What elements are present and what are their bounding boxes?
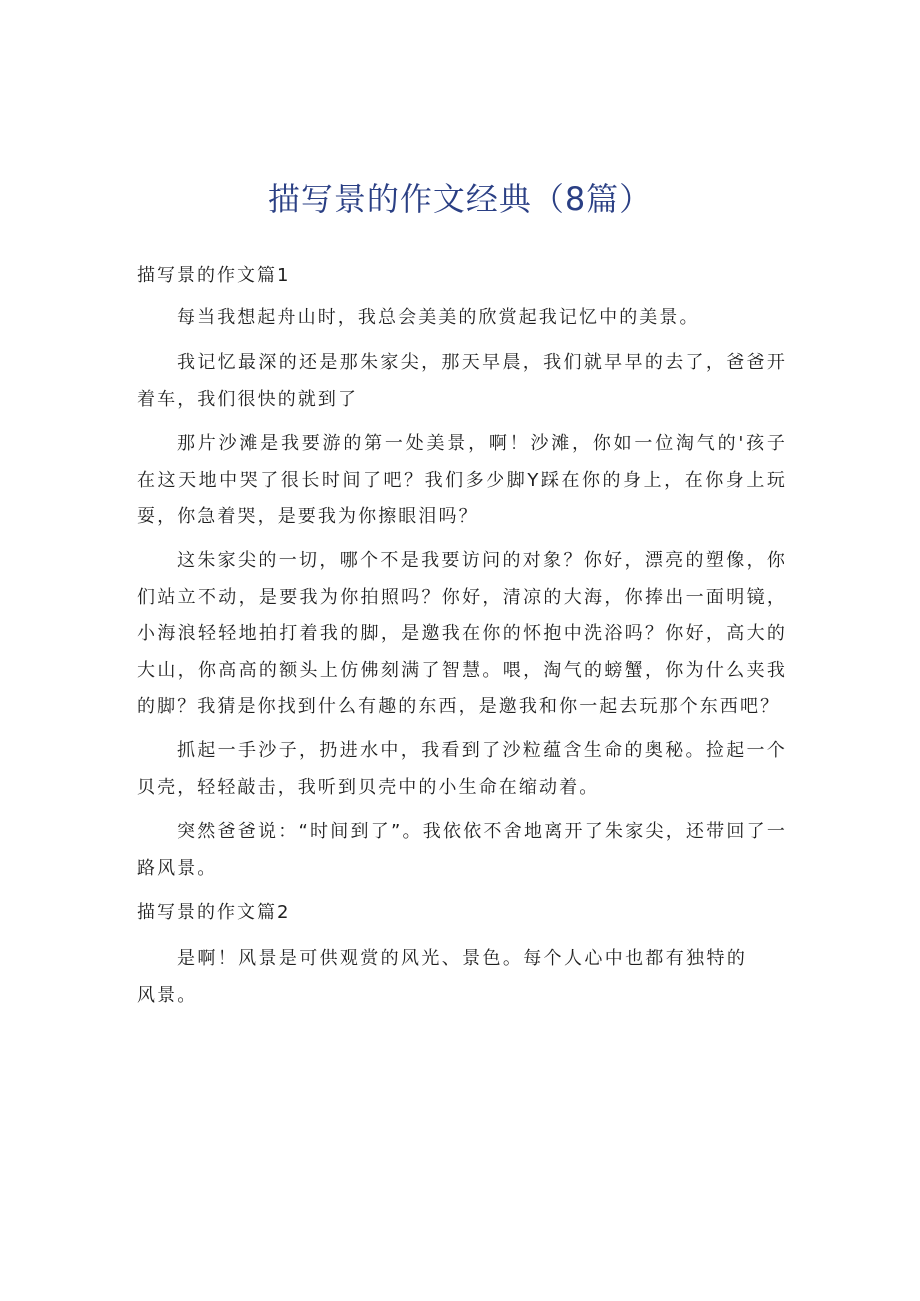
paragraph: 抓起一手沙子，扔进水中，我看到了沙粒蕴含生命的奥秘。捡起一个贝壳，轻轻敲击，我听到贝壳中的小生命在缩动着。 bbox=[137, 740, 787, 798]
essay-section-1 bbox=[137, 258, 787, 887]
section-heading: 描写景的作文篇2 bbox=[137, 902, 291, 924]
paragraph: 是啊！风景是可供观赏的风光、景色。每个人心中也都有独特的风景。 bbox=[137, 948, 747, 1006]
paragraph: 每当我想起舟山时，我总会美美的欣赏起我记忆中的美景。 bbox=[177, 307, 700, 328]
page-title: 描写景的作文经典（8篇） bbox=[267, 180, 653, 219]
paragraph: 我记忆最深的还是那朱家尖，那天早晨，我们就早早的去了，爸爸开着车，我们很快的就到了 bbox=[137, 352, 787, 410]
paragraph: 突然爸爸说：“时间到了”。我依依不舍地离开了朱家尖，还带回了一路风景。 bbox=[137, 821, 787, 879]
document-body bbox=[137, 258, 787, 1014]
paragraph: 那片沙滩是我要游的第一处美景，啊！沙滩，你如一位淘气的'孩子在这天地中哭了很长时间了吧？我们多少脚Y踩在你的身上，在你身上玩耍，你急着哭，是要我为你擦眼泪吗？ bbox=[137, 433, 787, 528]
paragraph: 这朱家尖的一切，哪个不是我要访问的对象？你好，漂亮的塑像，你们站立不动，是要我为你拍照吗？你好，清凉的大海，你捧出一面明镜，小海浪轻轻地拍打着我的脚，是邀我在你的怀抱中洗浴吗？你好，高大的大山，你高高的额头上仿佛刻满了智慧。喂，淘气的螃蟹，你为什么夹我的脚？我猜是你找到什么有趣的东西，是邀我和你一起去玩那个东西吧？ bbox=[137, 550, 787, 718]
essay-section-2 bbox=[137, 895, 787, 1014]
section-heading: 描写景的作文篇1 bbox=[137, 265, 291, 286]
